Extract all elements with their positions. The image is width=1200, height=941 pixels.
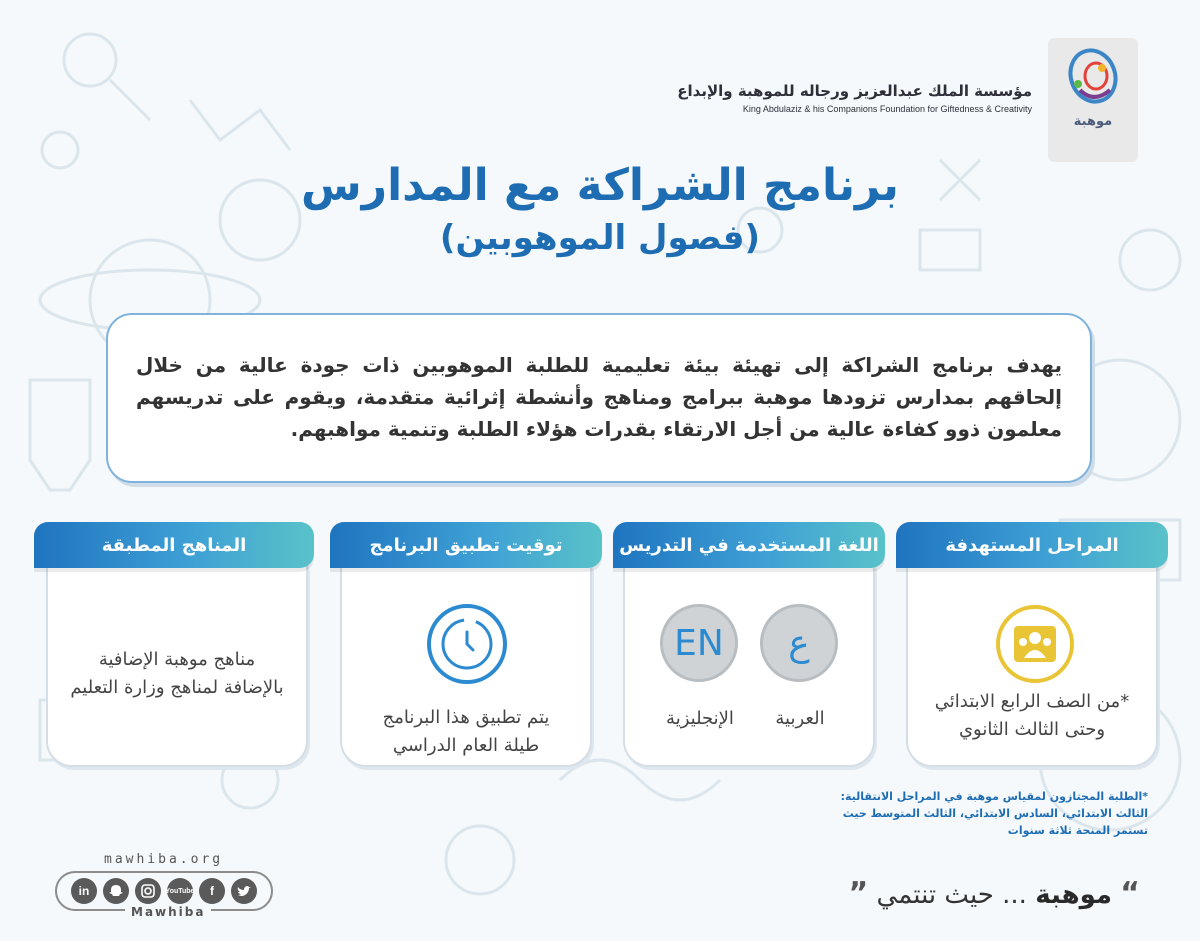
language-card <box>623 545 875 767</box>
timing-text-line1: يتم تطبيق هذا البرنامج <box>382 707 550 728</box>
tagline-text: ... حيث تنتمي <box>876 880 1027 910</box>
twitter-icon[interactable] <box>231 878 257 904</box>
facebook-icon[interactable]: f <box>199 878 225 904</box>
tagline <box>849 876 1140 911</box>
org-name-arabic: مؤسسة الملك عبدالعزيز ورجاله للموهبة والإبداع <box>677 82 1032 100</box>
timing-text-line2: طيلة العام الدراسي <box>392 735 540 756</box>
mawhiba-logo[interactable] <box>1048 38 1138 162</box>
logo-wordmark: موهبة <box>1073 114 1113 129</box>
page-title: برنامج الشراكة مع المدارس <box>301 160 899 211</box>
page-subtitle: (فصول الموهوبين) <box>439 218 761 258</box>
language-card-header: اللغة المستخدمة في التدريس <box>613 522 885 568</box>
mawhiba-logo-icon <box>1058 38 1128 110</box>
clock-icon <box>427 604 507 684</box>
arabic-label: العربية <box>775 708 825 729</box>
stages-card-header: المراحل المستهدفة <box>896 522 1168 568</box>
footnote <box>808 788 1148 839</box>
description-card <box>106 313 1092 483</box>
org-name-english: King Abdulaziz & his Companions Foundation for Giftedness & Creativity <box>742 104 1032 114</box>
website-link[interactable]: mawhiba.org <box>104 852 224 867</box>
english-label: الإنجليزية <box>666 708 734 729</box>
social-handle: Mawhiba <box>125 905 211 919</box>
group-icon <box>996 605 1074 683</box>
youtube-icon[interactable]: YouTube <box>167 878 193 904</box>
linkedin-icon[interactable]: in <box>71 878 97 904</box>
footnote-line1: *الطلبة المجتازون لمقياس موهبة في المراحل الانتقالية: <box>840 790 1148 803</box>
stages-text-line2: وحتى الثالث الثانوي <box>958 719 1106 740</box>
footnote-line2: الثالث الابتدائي، السادس الابتدائي، الثالث المتوسط حيث <box>842 807 1148 820</box>
arabic-letter-icon: ع <box>760 604 838 682</box>
curricula-text-line2: بالإضافة لمناهج وزارة التعليم <box>70 677 284 698</box>
snapchat-icon[interactable] <box>103 878 129 904</box>
english-letters-icon: EN <box>660 604 738 682</box>
curricula-card-header: المناهج المطبقة <box>34 522 314 568</box>
instagram-icon[interactable] <box>135 878 161 904</box>
description-text: يهدف برنامج الشراكة إلى تهيئة بيئة تعليمية للطلبة الموهوبين ذات جودة عالية من خلال إلحاقهم بمدارس تزودها موهبة ببرامج ومناهج وأنشطة إثرائية متقدمة، ويقوم على تدريسهم معلمون ذوو كفاءة عالية من أجل الارتقاء بقدرات هؤلاء الطلبة وتنمية مواهبهم. <box>136 353 1062 441</box>
open-quote-icon: “ <box>1120 876 1140 911</box>
curricula-text-line1: مناهج موهبة الإضافية <box>98 649 256 670</box>
tagline-brand: موهبة <box>1035 880 1113 910</box>
close-quote-icon: ” <box>848 876 869 911</box>
stages-text-line1: *من الصف الرابع الابتدائي <box>934 691 1130 712</box>
timing-card-header: توقيت تطبيق البرنامج <box>330 522 602 568</box>
footnote-line3: تستمر المنحة ثلاثة سنوات <box>1007 824 1148 837</box>
